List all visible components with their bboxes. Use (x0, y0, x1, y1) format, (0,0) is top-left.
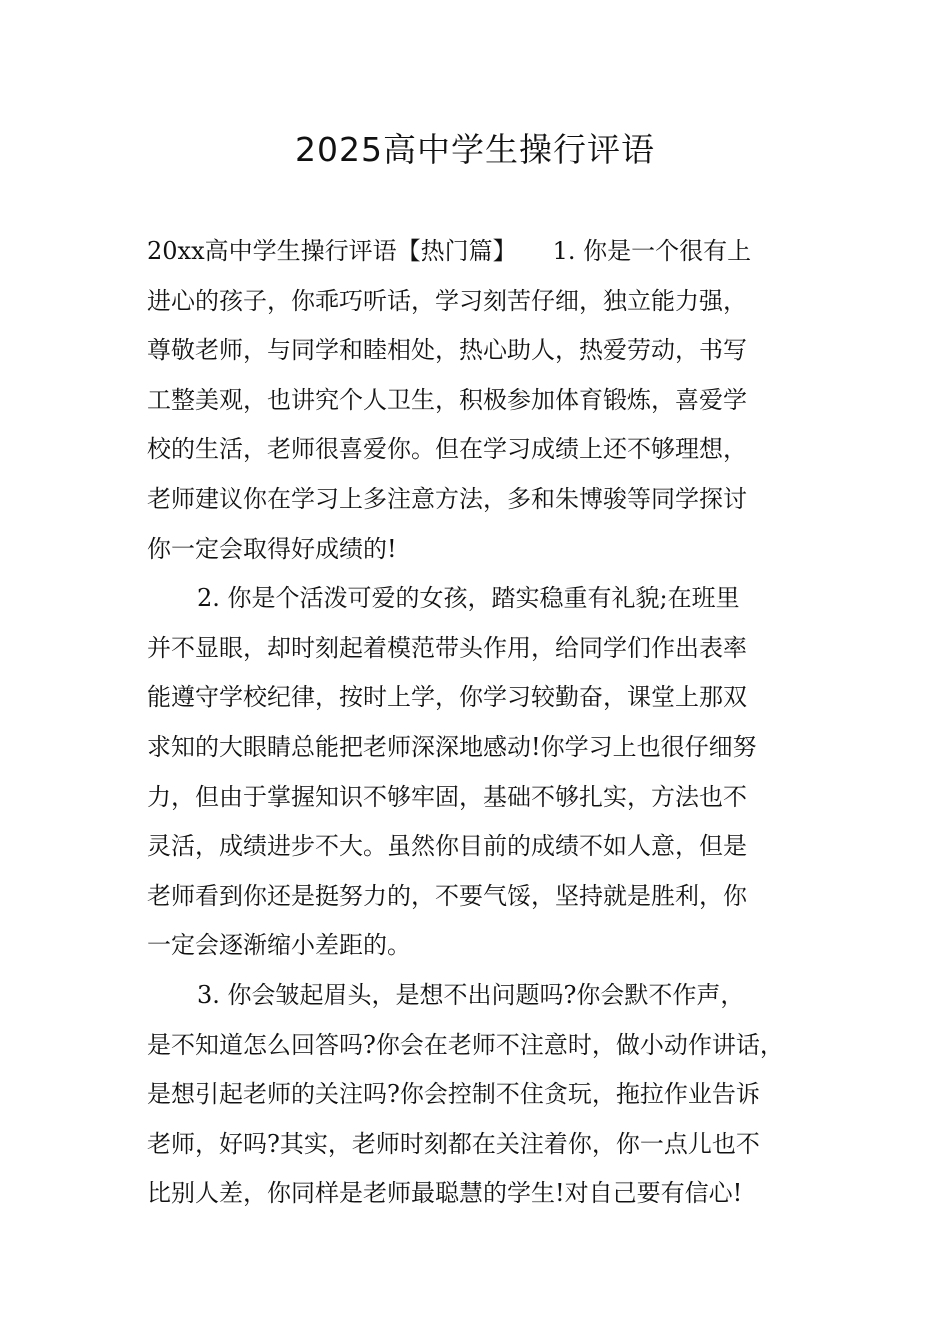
text-line: 是不知道怎么回答吗?你会在老师不注意时，做小动作讲话， (147, 1030, 784, 1059)
paragraph-start-line: 3. 你会皱起眉头，是想不出问题吗?你会默不作声， (197, 980, 745, 1009)
text-line: 尊敬老师，与同学和睦相处，热心助人，热爱劳动，书写 (147, 336, 747, 365)
paragraph-start-line: 2. 你是个活泼可爱的女孩，踏实稳重有礼貌;在班里 (197, 584, 740, 613)
text-line: 灵活，成绩进步不大。虽然你目前的成绩不如人意，但是 (147, 832, 747, 861)
text-line: 工整美观，也讲究个人卫生，积极参加体育锻炼，喜爱学 (147, 385, 747, 414)
text-line: 力，但由于掌握知识不够牢固，基础不够扎实，方法也不 (147, 782, 747, 811)
text-line: 求知的大眼睛总能把老师深深地感动!你学习上也很仔细努 (147, 732, 757, 761)
document-title: 2025高中学生操行评语 (295, 130, 655, 169)
text-line: 是想引起老师的关注吗?你会控制不住贪玩，拖拉作业告诉 (147, 1080, 760, 1109)
text-line: 比别人差，你同样是老师最聪慧的学生!对自己要有信心! (147, 1179, 743, 1208)
text-line: 老师建议你在学习上多注意方法，多和朱博骏等同学探讨 (147, 484, 747, 513)
text-line: 你一定会取得好成绩的! (147, 534, 397, 563)
text-line: 20xx高中学生操行评语【热门篇】 1. 你是一个很有上 (147, 237, 752, 265)
text-line: 并不显眼，却时刻起着模范带头作用，给同学们作出表率 (147, 633, 747, 662)
text-line: 校的生活，老师很喜爱你。但在学习成绩上还不够理想， (147, 435, 747, 464)
text-line: 老师，好吗?其实，老师时刻都在关注着你，你一点儿也不 (147, 1129, 760, 1158)
text-line: 进心的孩子，你乖巧听话，学习刻苦仔细，独立能力强， (147, 286, 747, 315)
text-line: 能遵守学校纪律，按时上学，你学习较勤奋，课堂上那双 (147, 683, 747, 712)
document-body (147, 227, 819, 1219)
text-line: 老师看到你还是挺努力的，不要气馁，坚持就是胜利，你 (147, 881, 747, 910)
text-line: 一定会逐渐缩小差距的。 (147, 931, 411, 960)
